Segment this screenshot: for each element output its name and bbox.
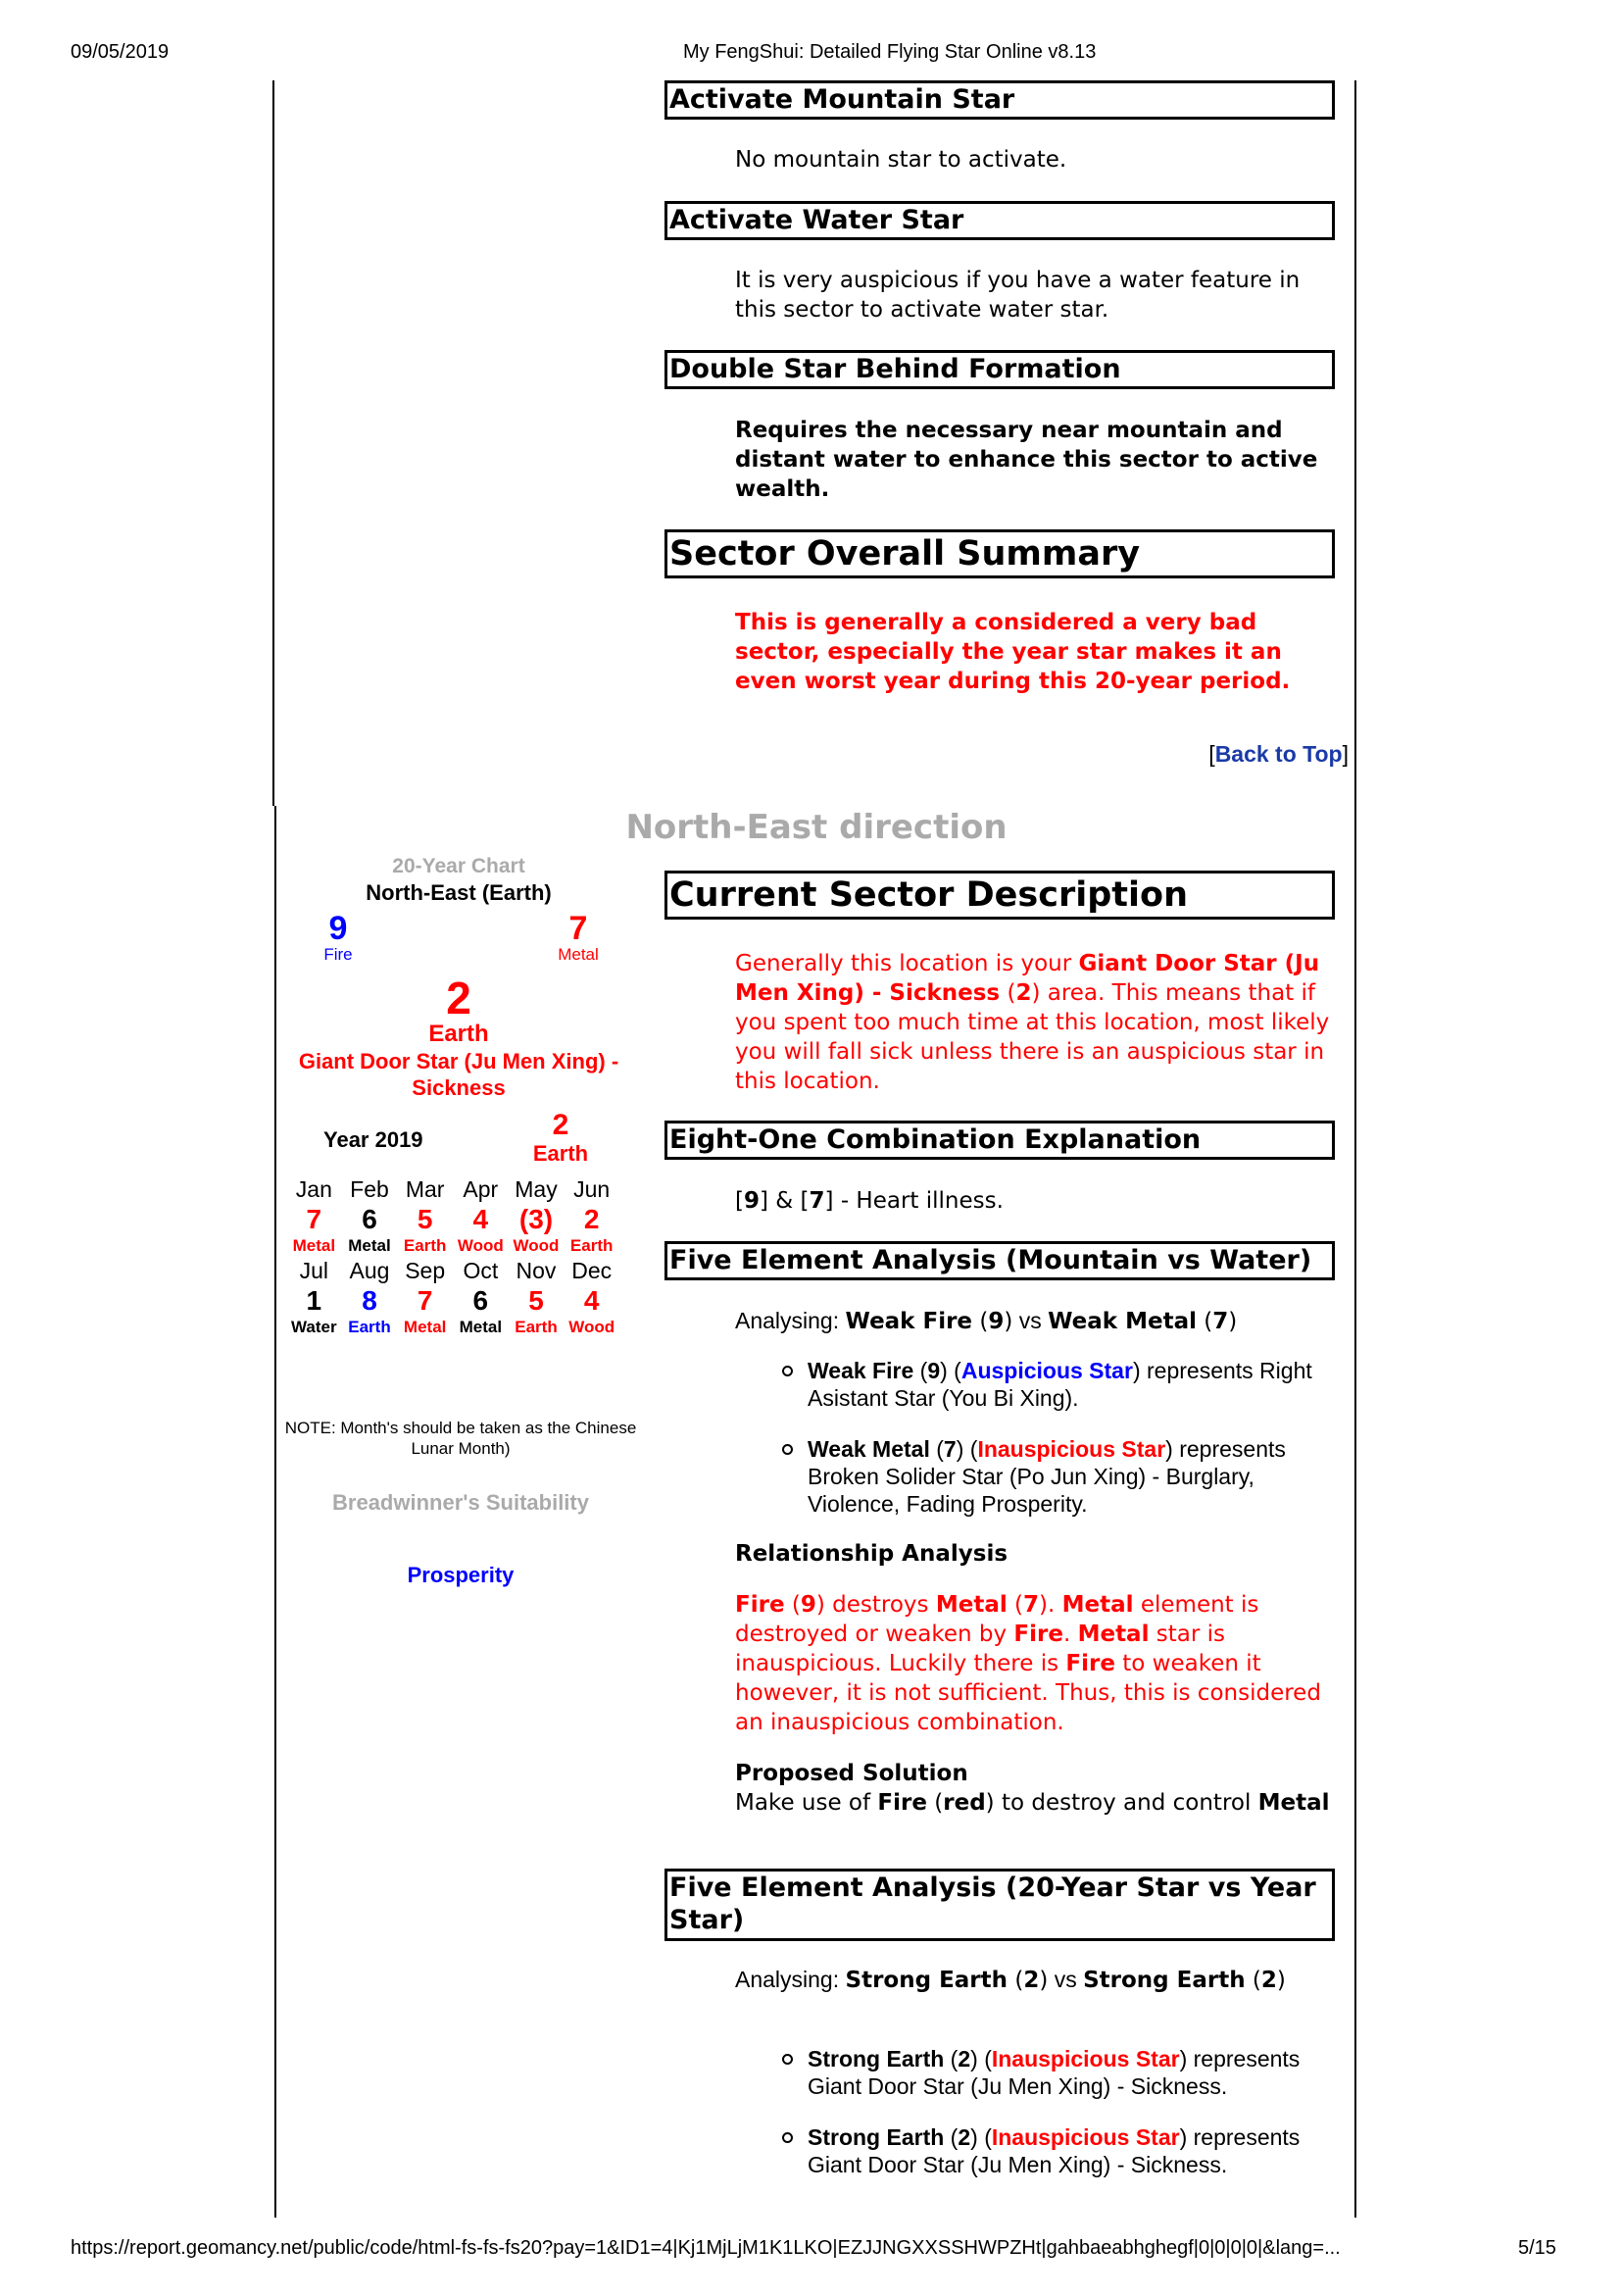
solution-heading: Proposed Solution <box>735 1761 968 1786</box>
month-star-element: Metal <box>403 1318 447 1336</box>
month-star-element: Metal <box>459 1318 503 1336</box>
print-date: 09/05/2019 <box>71 41 170 63</box>
breadwinner-value: Prosperity <box>407 1563 515 1587</box>
sector-summary-heading: Sector Overall Summary <box>664 529 1335 578</box>
month-star-value: 5 <box>417 1204 433 1234</box>
chart-panel <box>272 855 645 906</box>
water-star <box>549 912 608 965</box>
month-star-element: Metal <box>292 1236 336 1255</box>
month-name: Jun <box>573 1176 611 1202</box>
text-span: ( <box>1000 980 1016 1006</box>
text-span: ) area. This means that if you spent too much time at this location, most likely you will fall sick unless there is an auspicious star in this location. <box>735 980 1330 1094</box>
bullet-circle-icon <box>782 2054 793 2065</box>
month-star-value: 6 <box>472 1285 489 1316</box>
bracket-open: [ <box>1208 741 1215 767</box>
text-span: Metal <box>1257 1790 1330 1816</box>
text-span: to weaken it however, it is not sufficient. Thus, this is considered an inauspicious combination. <box>735 1651 1321 1735</box>
five-element-yy-heading: Five Element Analysis (20-Year Star vs Year Star) <box>664 1869 1335 1941</box>
star-quality-tag: Inauspicious Star <box>977 1436 1166 1462</box>
month-name: Mar <box>405 1176 445 1202</box>
month-name: Jan <box>295 1176 332 1202</box>
star-number: 2 <box>958 2046 971 2071</box>
star-description: represents Giant Door Star (Ju Men Xing) - Sickness. <box>808 2124 1301 2177</box>
star-quality-tag: Auspicious Star <box>960 1358 1133 1383</box>
month-star-element: Wood <box>513 1236 560 1255</box>
month-star-element: Water <box>291 1318 337 1336</box>
solution-text: Make use of Fire (red) to destroy and control Metal <box>735 1790 1330 1816</box>
month-star-element: Wood <box>457 1236 504 1255</box>
month-star-element: Wood <box>568 1318 615 1336</box>
text-span: star is inauspicious. Luckily there is <box>735 1622 1226 1676</box>
text-span: Fire <box>877 1790 927 1816</box>
bullet-item: Strong Earth (2) (Inauspicious Star) represents Giant Door Star (Ju Men Xing) - Sickness. <box>784 2045 1343 2100</box>
bullet-circle-icon <box>782 1366 793 1376</box>
month-star-value: 8 <box>362 1285 377 1316</box>
back-to-top <box>1208 741 1349 768</box>
relationship-heading: Relationship Analysis <box>735 1541 1008 1567</box>
mountain-star <box>314 912 363 965</box>
star-number: 7 <box>809 1188 825 1214</box>
bracket-close: ] <box>1342 741 1349 767</box>
text-span: vs <box>1048 1967 1084 1992</box>
text-span: 7 <box>1023 1592 1040 1618</box>
page-number: 5/15 <box>1518 2237 1556 2259</box>
mountain-star-value: 9 <box>328 910 348 947</box>
text-span: Fire <box>1065 1651 1115 1676</box>
eight-one-text: [9] & [7] - Heart illness. <box>735 1188 1004 1214</box>
month-name: Dec <box>571 1258 613 1283</box>
text-span: Metal <box>1061 1592 1134 1618</box>
star-number: 9 <box>743 1188 760 1214</box>
month-star-value: 4 <box>472 1204 489 1234</box>
current-sector-text <box>735 949 1333 1096</box>
text-span: Fire <box>735 1592 785 1618</box>
bullet-circle-icon <box>782 2132 793 2143</box>
base-star-element: Earth <box>428 1021 489 1047</box>
element-name: Weak Metal <box>808 1436 930 1462</box>
mw-bullet-list <box>784 1357 1343 1541</box>
text-span: Metal <box>935 1592 1008 1618</box>
month-name: Sep <box>405 1258 446 1283</box>
table-border-right <box>1354 806 1356 2218</box>
star-number: 7 <box>1212 1309 1229 1334</box>
element-name: Strong Earth <box>845 1968 1008 1993</box>
month-star-value: 4 <box>583 1285 600 1316</box>
text-span: red <box>943 1790 986 1816</box>
month-name: Apr <box>463 1176 499 1202</box>
year-star-value: 2 <box>552 1109 569 1141</box>
activate-mountain-text: No mountain star to activate. <box>735 147 1067 173</box>
element-name: Weak Fire <box>808 1358 914 1383</box>
bullet-circle-icon <box>782 1444 793 1455</box>
month-star-element: Earth <box>515 1318 558 1336</box>
element-name: Strong Earth <box>1083 1968 1246 1993</box>
star-number: 9 <box>988 1309 1005 1334</box>
bullet-item: Weak Fire (9) (Auspicious Star) represents Right Asistant Star (You Bi Xing). <box>784 1357 1343 1412</box>
star-description: represents Right Asistant Star (You Bi Xing). <box>808 1358 1312 1411</box>
mountain-star-element: Fire <box>323 945 353 964</box>
month-star-element: Earth <box>569 1236 614 1255</box>
month-name: Jul <box>299 1258 329 1283</box>
year-star <box>521 1110 600 1167</box>
month-star-element: Earth <box>403 1236 447 1255</box>
breadwinner-label: Breadwinner's Suitability <box>332 1490 589 1515</box>
text-span: Fire <box>1013 1622 1063 1647</box>
element-name: Strong Earth <box>808 2046 945 2071</box>
year-star-element: Earth <box>532 1141 589 1166</box>
print-title: My FengShui: Detailed Flying Star Online v8.13 <box>683 41 1097 63</box>
text-span: Generally this location is your <box>735 951 1079 976</box>
activate-water-text: It is very auspicious if you have a water feature in this sector to activate water star. <box>735 268 1301 323</box>
star-description: represents Broken Solider Star (Po Jun Xing) - Burglary, Violence, Fading Prosperity. <box>808 1436 1286 1517</box>
star-name: Giant Door Star (Ju Men Xing) - Sickness <box>735 951 1320 1006</box>
double-star-heading: Double Star Behind Formation <box>664 350 1335 389</box>
star-number: 2 <box>1260 1968 1277 1993</box>
month-name: Nov <box>516 1258 557 1283</box>
star-quality-tag: Inauspicious Star <box>991 2124 1180 2150</box>
water-star-element: Metal <box>558 945 599 964</box>
month-name: Aug <box>349 1258 390 1283</box>
print-url: https://report.geomancy.net/public/code/html-fs-fs-fs20?pay=1&ID1=4|Kj1MjLjM1K1LKO|EZJJNGXXSSHWPZHt|gahbaeabhghegf|0|0|0|0|&lang=... <box>71 2237 1341 2259</box>
year-label: Year 2019 <box>323 1127 423 1152</box>
text-span: element is destroyed or weaken by <box>735 1592 1259 1647</box>
bullet-item: Weak Metal (7) (Inauspicious Star) represents Broken Solider Star (Po Jun Xing) - Burglary, Violence, Fading Prosperity. <box>784 1435 1343 1518</box>
month-star-value: 2 <box>583 1204 600 1234</box>
lunar-month-note: NOTE: Month's should be taken as the Chinese Lunar Month) <box>284 1419 637 1458</box>
yy-bullet-list <box>784 2045 1343 2202</box>
star-number: 2 <box>958 2124 971 2150</box>
element-name: Strong Earth <box>808 2124 945 2150</box>
text-span: vs <box>1012 1308 1049 1333</box>
text-span: Make use of <box>735 1790 878 1816</box>
bullet-item: Strong Earth (2) (Inauspicious Star) represents Giant Door Star (Ju Men Xing) - Sickness. <box>784 2123 1343 2178</box>
activate-mountain-heading: Activate Mountain Star <box>664 80 1335 120</box>
month-star-value: 7 <box>306 1204 322 1234</box>
month-name: Feb <box>350 1176 389 1202</box>
eight-one-heading: Eight-One Combination Explanation <box>664 1121 1335 1160</box>
month-star-element: Metal <box>348 1236 391 1255</box>
star-description: represents Giant Door Star (Ju Men Xing) - Sickness. <box>808 2046 1301 2099</box>
current-sector-heading: Current Sector Description <box>664 871 1335 920</box>
table-border-right <box>1354 80 1356 806</box>
activate-water-heading: Activate Water Star <box>664 201 1335 240</box>
base-star <box>272 975 645 1101</box>
star-quality-tag: Inauspicious Star <box>991 2046 1180 2071</box>
text-span: - Heart illness. <box>833 1188 1004 1214</box>
element-name: Weak Metal <box>1048 1309 1197 1334</box>
element-name: Weak Fire <box>845 1309 973 1334</box>
five-element-yy-analysing: Analysing: Strong Earth (2) vs Strong Earth (2) <box>735 1967 1286 1993</box>
monthly-stars-grid <box>286 1176 619 1337</box>
direction-title <box>0 808 1623 847</box>
text-span: 9 <box>800 1592 816 1618</box>
month-name: Oct <box>463 1258 499 1283</box>
month-star-value: 1 <box>306 1285 322 1316</box>
direction-title-text: North-East direction <box>625 808 1008 847</box>
star-number: 7 <box>943 1436 957 1462</box>
text-span: Analysing: <box>735 1308 846 1333</box>
month-star-value: (3) <box>518 1204 554 1234</box>
text-span: destroys <box>824 1592 936 1618</box>
text-span: Metal <box>1077 1622 1150 1647</box>
star-number: 9 <box>927 1358 941 1383</box>
month-star-value: 5 <box>528 1285 544 1316</box>
chart-subtitle: 20-Year Chart <box>392 855 525 877</box>
five-element-mw-analysing: Analysing: Weak Fire (9) vs Weak Metal (7) <box>735 1308 1238 1334</box>
month-name: May <box>515 1176 558 1202</box>
chart-direction: North-East (Earth) <box>366 880 552 905</box>
base-star-value: 2 <box>446 973 471 1023</box>
five-element-mw-heading: Five Element Analysis (Mountain vs Water) <box>664 1241 1335 1280</box>
star-number: 2 <box>1023 1968 1040 1993</box>
water-star-value: 7 <box>568 910 588 947</box>
star-number: 2 <box>1015 980 1032 1006</box>
text-span: Analysing: <box>735 1967 846 1992</box>
table-border-left <box>272 80 274 806</box>
sector-summary-text: This is generally a considered a very bad sector, especially the year star makes it an even worst year during this 20-year period. <box>735 610 1291 694</box>
month-star-element: Earth <box>348 1318 391 1336</box>
back-to-top-link[interactable]: Back to Top <box>1214 741 1343 767</box>
base-star-name: Giant Door Star (Ju Men Xing) - Sickness <box>298 1049 619 1100</box>
relationship-text: Fire (9) destroys Metal (7). Metal element is destroyed or weaken by Fire. Metal star is inauspicious. Luckily there is Fire to weaken it however, it is not sufficient. Thus, this is considered an inauspicious combination. <box>735 1592 1321 1735</box>
month-star-value: 6 <box>362 1204 377 1234</box>
month-star-value: 7 <box>417 1285 433 1316</box>
double-star-text: Requires the necessary near mountain and distant water to enhance this sector to active wealth. <box>735 418 1318 502</box>
text-span: to destroy and control <box>994 1790 1258 1816</box>
